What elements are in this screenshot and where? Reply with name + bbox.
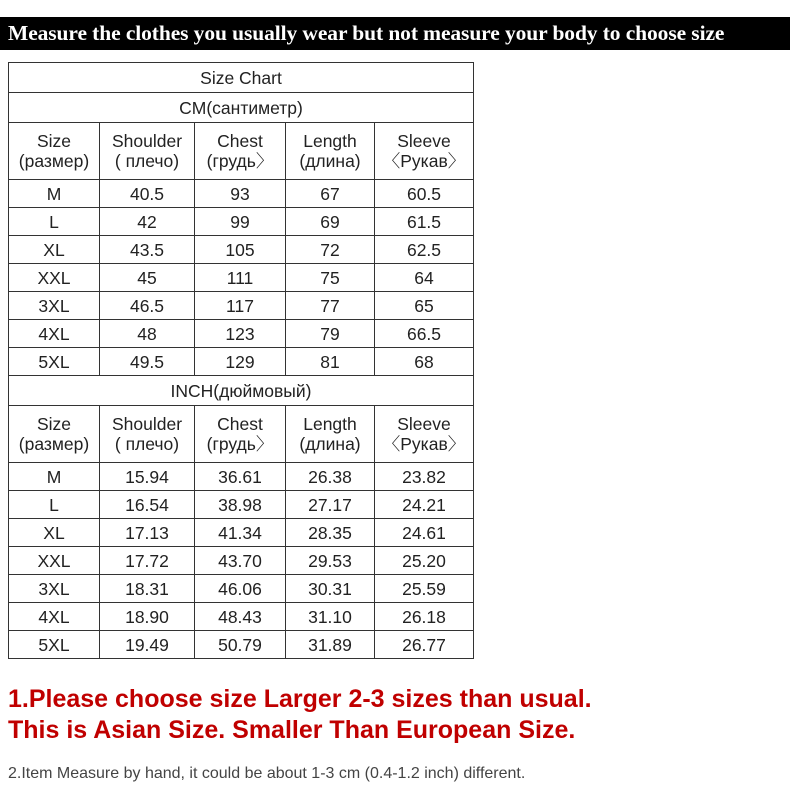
table-title: Size Chart bbox=[9, 63, 474, 93]
table-cell: M bbox=[9, 463, 100, 491]
table-row bbox=[9, 292, 474, 320]
table-row bbox=[9, 547, 474, 575]
header-row-cm bbox=[9, 123, 474, 180]
table-cell: XL bbox=[9, 236, 100, 264]
table-cell: 5XL bbox=[9, 348, 100, 376]
size-warning-line-1: 1.Please choose size Larger 2-3 sizes than usual. bbox=[8, 685, 592, 713]
table-row bbox=[9, 575, 474, 603]
header-chest: Chest (грудь〉 bbox=[195, 406, 286, 463]
table-row bbox=[9, 348, 474, 376]
table-cell: 4XL bbox=[9, 320, 100, 348]
table-cell: 17.13 bbox=[100, 519, 195, 547]
table-row bbox=[9, 180, 474, 208]
table-cell: 72 bbox=[286, 236, 375, 264]
table-row bbox=[9, 320, 474, 348]
table-cell: 48 bbox=[100, 320, 195, 348]
table-cell: 69 bbox=[286, 208, 375, 236]
table-row bbox=[9, 264, 474, 292]
header-shoulder: Shoulder ( плечо) bbox=[100, 406, 195, 463]
header-sleeve: Sleeve 〈Рукав〉 bbox=[375, 123, 474, 180]
table-cell: 3XL bbox=[9, 292, 100, 320]
table-cell: 117 bbox=[195, 292, 286, 320]
table-cell: 26.18 bbox=[375, 603, 474, 631]
table-cell: 36.61 bbox=[195, 463, 286, 491]
table-cell: 25.59 bbox=[375, 575, 474, 603]
table-cell: XXL bbox=[9, 547, 100, 575]
unit-row-cm bbox=[9, 93, 474, 123]
size-warning-line-2: This is Asian Size. Smaller Than European Size. bbox=[8, 716, 576, 744]
table-cell: 5XL bbox=[9, 631, 100, 659]
table-cell: 99 bbox=[195, 208, 286, 236]
table-cell: 26.77 bbox=[375, 631, 474, 659]
table-cell: 28.35 bbox=[286, 519, 375, 547]
table-cell: M bbox=[9, 180, 100, 208]
table-cell: 81 bbox=[286, 348, 375, 376]
header-length: Length (длина) bbox=[286, 123, 375, 180]
table-cell: 26.38 bbox=[286, 463, 375, 491]
table-cell: 23.82 bbox=[375, 463, 474, 491]
table-cell: 40.5 bbox=[100, 180, 195, 208]
table-cell: 43.5 bbox=[100, 236, 195, 264]
unit-label-cm: CM(сантиметр) bbox=[9, 93, 474, 123]
measurement-note: 2.Item Measure by hand, it could be about 1-3 cm (0.4-1.2 inch) different. bbox=[8, 765, 526, 782]
table-cell: 60.5 bbox=[375, 180, 474, 208]
table-cell: 93 bbox=[195, 180, 286, 208]
table-cell: 79 bbox=[286, 320, 375, 348]
table-row bbox=[9, 603, 474, 631]
table-cell: 41.34 bbox=[195, 519, 286, 547]
table-cell: 15.94 bbox=[100, 463, 195, 491]
header-size: Size (размер) bbox=[9, 406, 100, 463]
table-cell: 18.31 bbox=[100, 575, 195, 603]
table-cell: 24.61 bbox=[375, 519, 474, 547]
table-cell: 16.54 bbox=[100, 491, 195, 519]
size-chart-table bbox=[8, 62, 474, 659]
table-cell: 111 bbox=[195, 264, 286, 292]
table-row bbox=[9, 208, 474, 236]
table-cell: L bbox=[9, 491, 100, 519]
header-size: Size (размер) bbox=[9, 123, 100, 180]
header-shoulder: Shoulder ( плечо) bbox=[100, 123, 195, 180]
table-cell: 68 bbox=[375, 348, 474, 376]
table-cell: 30.31 bbox=[286, 575, 375, 603]
unit-row-inch bbox=[9, 376, 474, 406]
table-cell: 66.5 bbox=[375, 320, 474, 348]
unit-label-inch: INCH(дюймовый) bbox=[9, 376, 474, 406]
table-cell: 4XL bbox=[9, 603, 100, 631]
table-cell: 64 bbox=[375, 264, 474, 292]
table-row bbox=[9, 631, 474, 659]
table-cell: 50.79 bbox=[195, 631, 286, 659]
size-instruction-banner: Measure the clothes you usually wear but not measure your body to choose size bbox=[0, 17, 790, 50]
table-cell: XXL bbox=[9, 264, 100, 292]
table-cell: 3XL bbox=[9, 575, 100, 603]
table-cell: 46.06 bbox=[195, 575, 286, 603]
table-cell: 61.5 bbox=[375, 208, 474, 236]
size-warning-note bbox=[8, 684, 592, 746]
table-title-row bbox=[9, 63, 474, 93]
table-cell: XL bbox=[9, 519, 100, 547]
table-cell: 123 bbox=[195, 320, 286, 348]
table-cell: L bbox=[9, 208, 100, 236]
table-cell: 65 bbox=[375, 292, 474, 320]
table-cell: 67 bbox=[286, 180, 375, 208]
table-cell: 129 bbox=[195, 348, 286, 376]
table-cell: 38.98 bbox=[195, 491, 286, 519]
header-chest: Chest (грудь〉 bbox=[195, 123, 286, 180]
table-row bbox=[9, 236, 474, 264]
table-cell: 62.5 bbox=[375, 236, 474, 264]
header-length: Length (длина) bbox=[286, 406, 375, 463]
table-cell: 49.5 bbox=[100, 348, 195, 376]
table-cell: 31.89 bbox=[286, 631, 375, 659]
table-row bbox=[9, 519, 474, 547]
table-cell: 77 bbox=[286, 292, 375, 320]
table-cell: 27.17 bbox=[286, 491, 375, 519]
table-cell: 45 bbox=[100, 264, 195, 292]
table-cell: 18.90 bbox=[100, 603, 195, 631]
table-cell: 24.21 bbox=[375, 491, 474, 519]
table-cell: 43.70 bbox=[195, 547, 286, 575]
table-row bbox=[9, 491, 474, 519]
table-cell: 17.72 bbox=[100, 547, 195, 575]
table-cell: 31.10 bbox=[286, 603, 375, 631]
table-cell: 29.53 bbox=[286, 547, 375, 575]
table-cell: 42 bbox=[100, 208, 195, 236]
header-row-inch bbox=[9, 406, 474, 463]
table-cell: 75 bbox=[286, 264, 375, 292]
table-cell: 46.5 bbox=[100, 292, 195, 320]
table-cell: 48.43 bbox=[195, 603, 286, 631]
table-cell: 105 bbox=[195, 236, 286, 264]
table-row bbox=[9, 463, 474, 491]
table-cell: 25.20 bbox=[375, 547, 474, 575]
table-cell: 19.49 bbox=[100, 631, 195, 659]
header-sleeve: Sleeve 〈Рукав〉 bbox=[375, 406, 474, 463]
